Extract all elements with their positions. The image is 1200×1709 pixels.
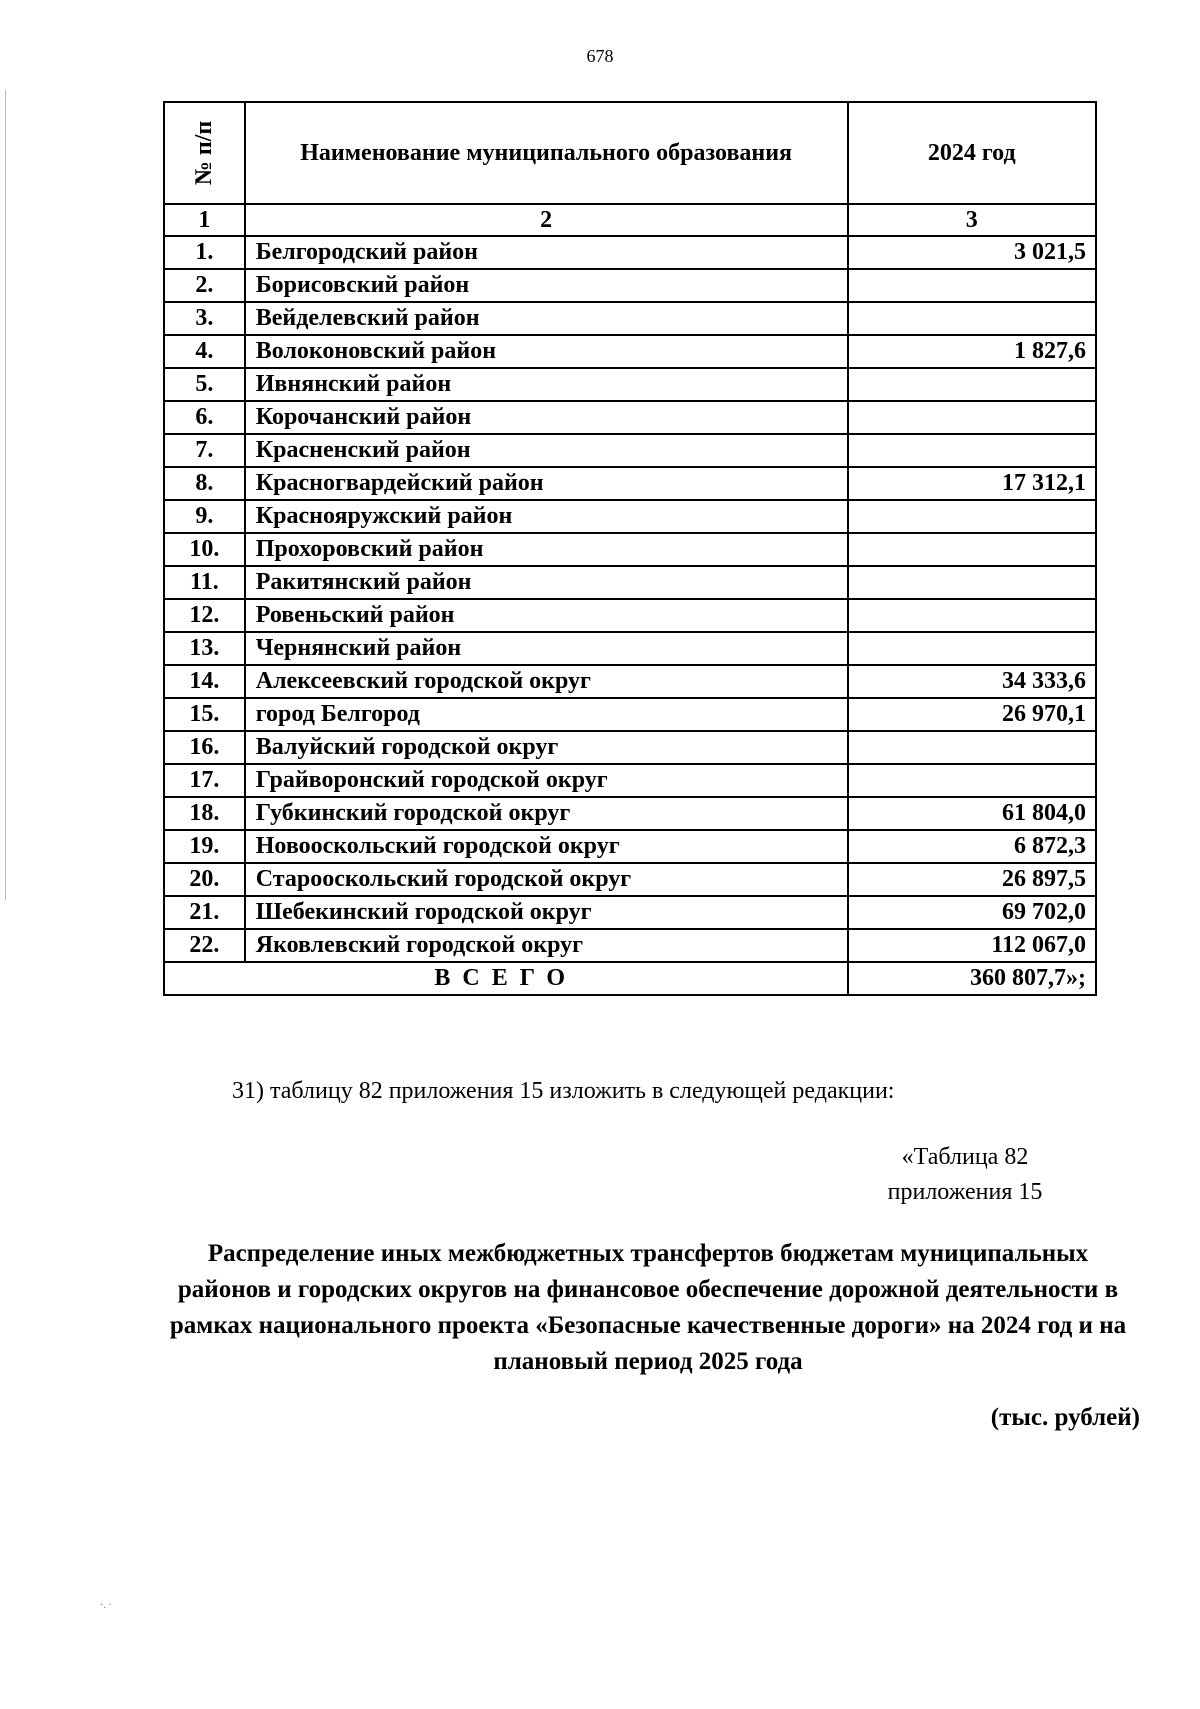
amount-2024 <box>848 434 1096 467</box>
table-row <box>164 797 1096 830</box>
column-number: 1 <box>164 204 245 236</box>
table-row <box>164 533 1096 566</box>
allocation-table <box>163 101 1097 996</box>
municipality-name: Ракитянский район <box>245 566 848 599</box>
row-number: 8. <box>164 467 245 500</box>
table-row <box>164 269 1096 302</box>
header-year: 2024 год <box>848 102 1096 204</box>
amount-2024 <box>848 269 1096 302</box>
table-row <box>164 302 1096 335</box>
row-number: 20. <box>164 863 245 896</box>
header-name: Наименование муниципального образования <box>245 102 848 204</box>
row-number: 3. <box>164 302 245 335</box>
amount-2024: 17 312,1 <box>848 467 1096 500</box>
page-number: 678 <box>586 46 614 66</box>
scan-speck: ·. · <box>100 1600 112 1611</box>
table-reference-line: «Таблица 82 <box>901 1144 1029 1170</box>
amount-2024: 112 067,0 <box>848 929 1096 962</box>
amount-2024 <box>848 566 1096 599</box>
amount-2024 <box>848 731 1096 764</box>
table-row <box>164 500 1096 533</box>
table-header-row <box>164 102 1096 204</box>
amount-2024: 61 804,0 <box>848 797 1096 830</box>
table-row <box>164 731 1096 764</box>
column-number: 3 <box>848 204 1096 236</box>
amount-2024: 26 970,1 <box>848 698 1096 731</box>
row-number: 2. <box>164 269 245 302</box>
row-number: 11. <box>164 566 245 599</box>
table-row <box>164 599 1096 632</box>
amount-2024 <box>848 368 1096 401</box>
total-label: ВСЕГО <box>164 962 848 995</box>
row-number: 15. <box>164 698 245 731</box>
municipality-name: Красногвардейский район <box>245 467 848 500</box>
municipality-name: Алексеевский городской округ <box>245 665 848 698</box>
municipality-name: Краснояружский район <box>245 500 848 533</box>
municipality-name: Старооскольский городской округ <box>245 863 848 896</box>
amount-2024: 26 897,5 <box>848 863 1096 896</box>
instruction-text: 31) таблицу 82 приложения 15 изложить в следующей редакции: <box>232 1078 895 1104</box>
row-number: 1. <box>164 236 245 269</box>
municipality-name: Чернянский район <box>245 632 848 665</box>
amount-2024: 1 827,6 <box>848 335 1096 368</box>
municipality-name: Новооскольский городской округ <box>245 830 848 863</box>
row-number: 14. <box>164 665 245 698</box>
table-row <box>164 368 1096 401</box>
municipality-name: город Белгород <box>245 698 848 731</box>
table-row <box>164 236 1096 269</box>
municipality-name: Белгородский район <box>245 236 848 269</box>
row-number: 5. <box>164 368 245 401</box>
row-number: 9. <box>164 500 245 533</box>
row-number: 21. <box>164 896 245 929</box>
amount-2024: 6 872,3 <box>848 830 1096 863</box>
amount-2024 <box>848 599 1096 632</box>
municipality-name: Шебекинский городской округ <box>245 896 848 929</box>
row-number: 7. <box>164 434 245 467</box>
amount-2024 <box>848 401 1096 434</box>
amount-2024 <box>848 533 1096 566</box>
municipality-name: Вейделевский район <box>245 302 848 335</box>
table-reference-line: приложения 15 <box>887 1179 1043 1205</box>
municipality-name: Красненский район <box>245 434 848 467</box>
table-row <box>164 665 1096 698</box>
column-number: 2 <box>245 204 848 236</box>
amount-2024: 69 702,0 <box>848 896 1096 929</box>
table-row <box>164 698 1096 731</box>
table-row <box>164 764 1096 797</box>
municipality-name: Валуйский городской округ <box>245 731 848 764</box>
municipality-name: Ровеньский район <box>245 599 848 632</box>
row-number: 16. <box>164 731 245 764</box>
row-number: 19. <box>164 830 245 863</box>
municipality-name: Прохоровский район <box>245 533 848 566</box>
header-number <box>164 102 245 204</box>
table-row <box>164 863 1096 896</box>
amount-2024: 34 333,6 <box>848 665 1096 698</box>
row-number: 10. <box>164 533 245 566</box>
row-number: 6. <box>164 401 245 434</box>
row-number: 4. <box>164 335 245 368</box>
scan-edge-mark <box>5 90 6 900</box>
table-row <box>164 335 1096 368</box>
total-value: 360 807,7»; <box>848 962 1096 995</box>
header-number-label: № п/п <box>191 120 218 186</box>
table-row <box>164 929 1096 962</box>
row-number: 12. <box>164 599 245 632</box>
section-heading: Распределение иных межбюджетных трансфертов бюджетам муниципальных районов и городских округов на финансовое обеспечение дорожной деятельности в рамках национального проекта «Безопасные качественные дороги» на 2024 год и на плановый период 2025 года <box>169 1240 1127 1375</box>
total-row <box>164 962 1096 995</box>
table-row <box>164 896 1096 929</box>
municipality-name: Корочанский район <box>245 401 848 434</box>
unit-label: (тыс. рублей) <box>990 1404 1140 1431</box>
amount-2024 <box>848 500 1096 533</box>
municipality-name: Грайворонский городской округ <box>245 764 848 797</box>
amount-2024 <box>848 764 1096 797</box>
row-number: 17. <box>164 764 245 797</box>
amount-2024 <box>848 632 1096 665</box>
table-row <box>164 566 1096 599</box>
row-number: 13. <box>164 632 245 665</box>
municipality-name: Волоконовский район <box>245 335 848 368</box>
table-row <box>164 467 1096 500</box>
municipality-name: Губкинский городской округ <box>245 797 848 830</box>
municipality-name: Яковлевский городской округ <box>245 929 848 962</box>
table-row <box>164 632 1096 665</box>
municipality-name: Борисовский район <box>245 269 848 302</box>
row-number: 22. <box>164 929 245 962</box>
amount-2024 <box>848 302 1096 335</box>
table-reference <box>850 1140 1080 1210</box>
amount-2024: 3 021,5 <box>848 236 1096 269</box>
table-row <box>164 830 1096 863</box>
column-numbers-row <box>164 204 1096 236</box>
municipality-name: Ивнянский район <box>245 368 848 401</box>
table-row <box>164 401 1096 434</box>
table-row <box>164 434 1096 467</box>
row-number: 18. <box>164 797 245 830</box>
